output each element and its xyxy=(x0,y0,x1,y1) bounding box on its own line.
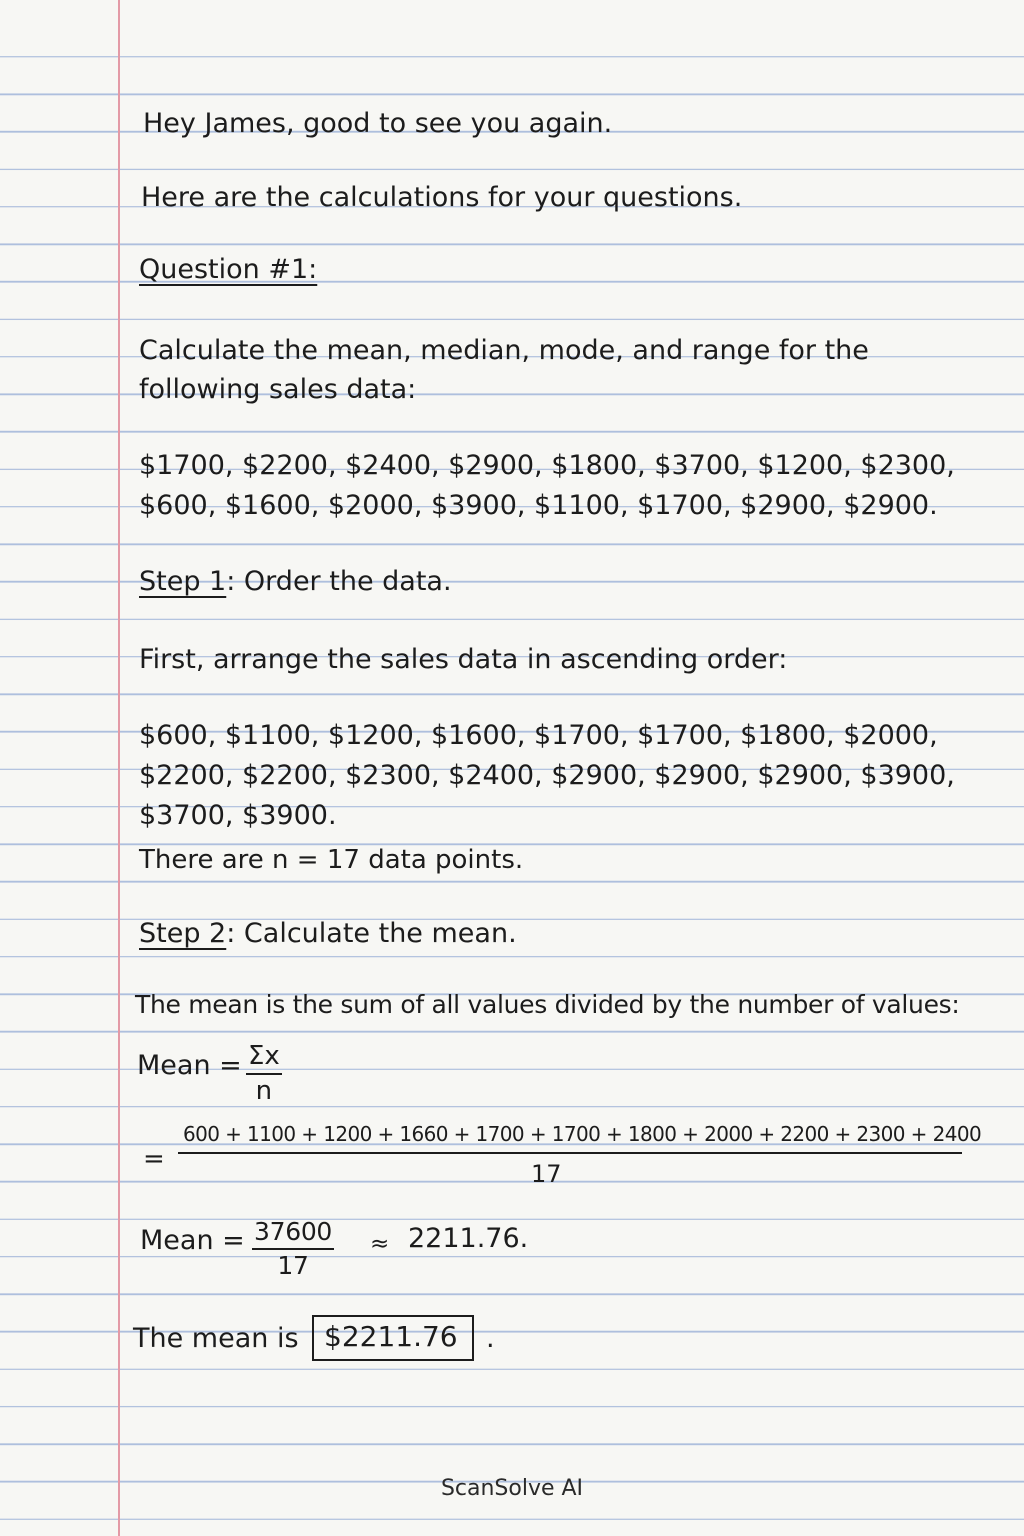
sum-denominator: 17 xyxy=(531,1160,562,1188)
question-heading: Question #1: xyxy=(139,254,318,285)
sorted-data-line-3: $3700, $3900. xyxy=(139,800,337,831)
sales-data-line-2: $600, $1600, $2000, $3900, $1100, $1700, $2900, $2900. xyxy=(139,490,938,521)
sorted-data-line-1: $600, $1100, $1200, $1600, $1700, $1700, $1800, $2000, xyxy=(139,720,938,751)
margin-line xyxy=(118,0,120,1536)
step1-label: Step 1 xyxy=(139,566,227,597)
sum-fraction-bar xyxy=(178,1152,962,1154)
sum-expression: 600 + 1100 + 1200 + 1660 + 1700 + 1700 + 1800 + 2000 + 2200 + 2300 + 2400 xyxy=(183,1122,982,1146)
conclusion-prefix: The mean is xyxy=(133,1323,299,1354)
result-value: 2211.76. xyxy=(408,1223,529,1254)
sales-data-line-1: $1700, $2200, $2400, $2900, $1800, $3700, $1200, $2300, xyxy=(139,450,955,481)
question-prompt-line-1: Calculate the mean, median, mode, and range for the xyxy=(139,335,869,366)
step2-heading xyxy=(139,918,517,949)
step2-label: Step 2 xyxy=(139,918,227,949)
mean-explanation: The mean is the sum of all values divided by the number of values: xyxy=(135,990,960,1019)
step1-heading xyxy=(139,566,452,597)
formula-label: Mean = xyxy=(137,1050,242,1081)
result-fraction xyxy=(252,1218,334,1279)
formula-denominator: n xyxy=(255,1075,273,1106)
result-denominator: 17 xyxy=(277,1250,309,1280)
conclusion-suffix: . xyxy=(486,1323,495,1354)
step2-title: : Calculate the mean. xyxy=(226,918,517,949)
count-note: There are n = 17 data points. xyxy=(139,845,524,875)
greeting-text: Hey James, good to see you again. xyxy=(143,108,613,139)
intro-text: Here are the calculations for your questions. xyxy=(141,182,743,213)
step1-title: : Order the data. xyxy=(226,566,452,597)
formula-fraction xyxy=(246,1042,282,1105)
result-label: Mean = xyxy=(140,1225,245,1256)
step1-instruction: First, arrange the sales data in ascending order: xyxy=(139,644,788,675)
question-prompt-line-2: following sales data: xyxy=(139,374,417,405)
formula-numerator: Σx xyxy=(246,1042,282,1075)
boxed-mean-value: $2211.76 xyxy=(312,1315,474,1361)
sorted-data-line-2: $2200, $2200, $2300, $2400, $2900, $2900, $2900, $3900, xyxy=(139,760,955,791)
approx-sign: ≈ xyxy=(370,1231,390,1257)
sum-equals-sign: = xyxy=(143,1144,165,1174)
result-numerator: 37600 xyxy=(252,1218,334,1250)
footer-brand: ScanSolve AI xyxy=(440,1476,584,1501)
